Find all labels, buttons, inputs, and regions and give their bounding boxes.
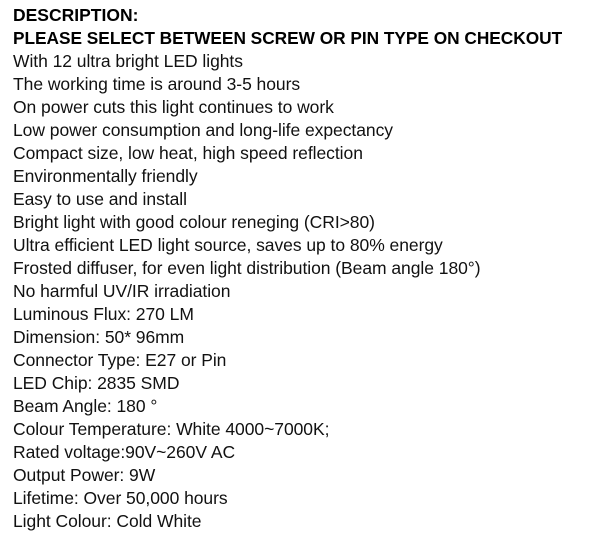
description-line: PLEASE SELECT BETWEEN SCREW OR PIN TYPE ON CHECKOUT xyxy=(13,28,563,48)
description-line: Low power consumption and long-life expectancy xyxy=(13,120,394,140)
description-line: Ultra efficient LED light source, saves up to 80% energy xyxy=(13,235,443,255)
description-line: Rated voltage:90V~260V AC xyxy=(13,442,236,462)
description-line: Easy to use and install xyxy=(13,189,187,209)
description-line: No harmful UV/IR irradiation xyxy=(13,281,231,301)
description-line: With 12 ultra bright LED lights xyxy=(13,51,243,71)
description-line: Bright light with good colour reneging (CRI>80) xyxy=(13,212,375,232)
description-line: Lifetime: Over 50,000 hours xyxy=(13,488,228,508)
description-line: Luminous Flux: 270 LM xyxy=(13,304,194,324)
description-line: Light Colour: Cold White xyxy=(13,511,202,531)
description-line: Compact size, low heat, high speed reflection xyxy=(13,143,363,163)
description-line: Frosted diffuser, for even light distribution (Beam angle 180°) xyxy=(13,258,481,278)
description-line: The working time is around 3-5 hours xyxy=(13,74,301,94)
description-line: Connector Type: E27 or Pin xyxy=(13,350,227,370)
description-line: LED Chip: 2835 SMD xyxy=(13,373,180,393)
description-line: Environmentally friendly xyxy=(13,166,198,186)
description-line: Beam Angle: 180 ° xyxy=(13,396,158,416)
description-title: DESCRIPTION: xyxy=(13,5,139,25)
description-line: Colour Temperature: White 4000~7000K; xyxy=(13,419,330,439)
description-line: On power cuts this light continues to work xyxy=(13,97,334,117)
description-line: Dimension: 50* 96mm xyxy=(13,327,185,347)
description-line: Output Power: 9W xyxy=(13,465,156,485)
